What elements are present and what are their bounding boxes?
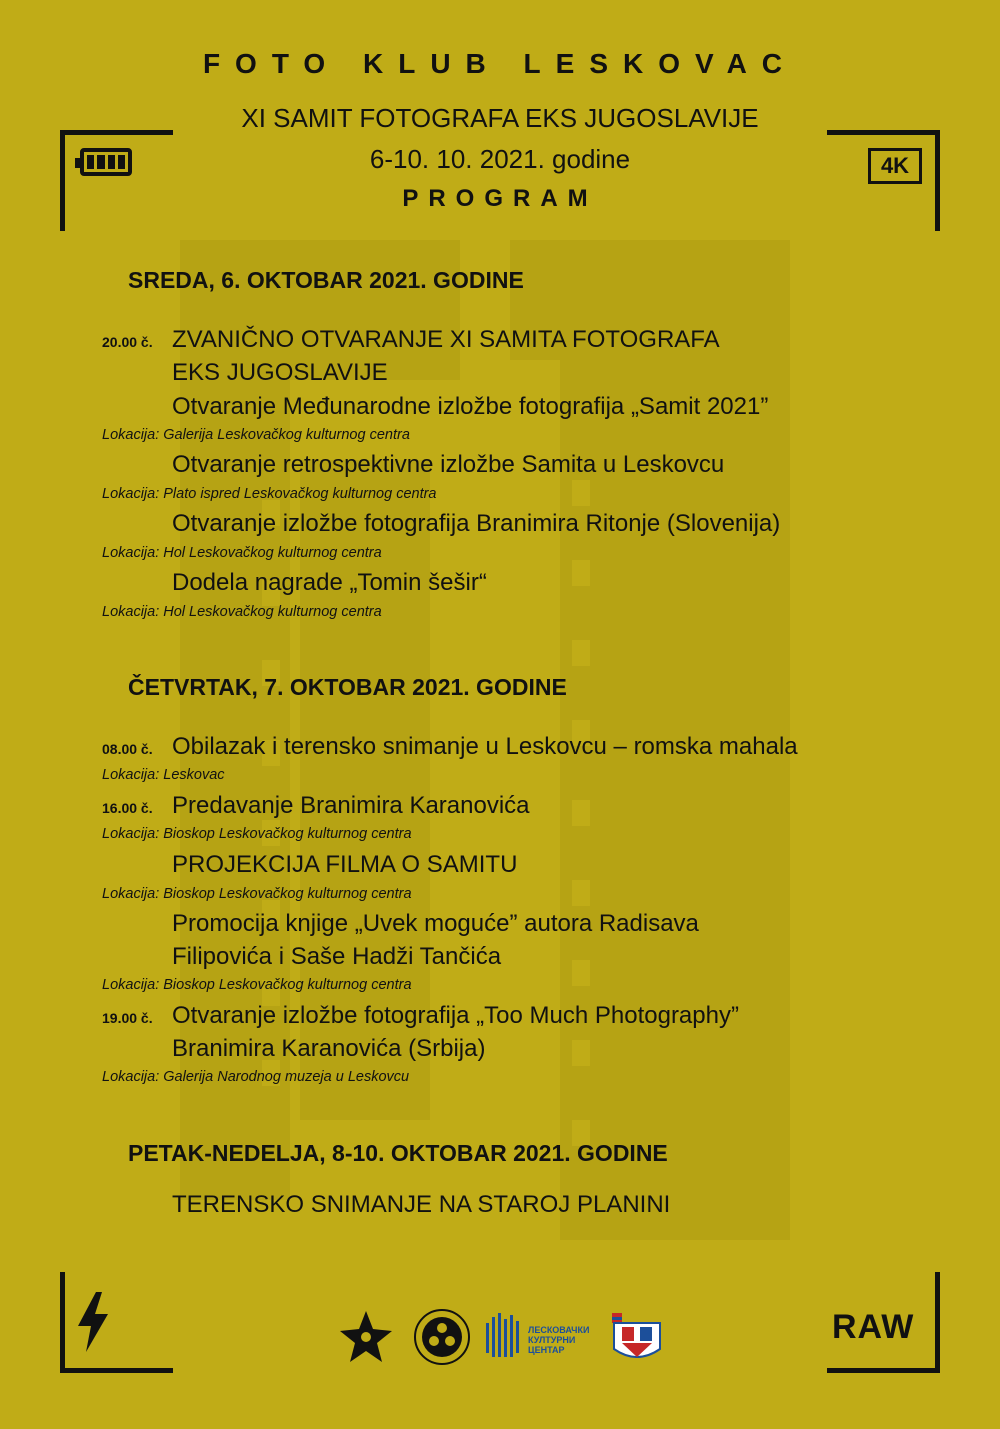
program-heading: PROGRAM (402, 185, 598, 212)
event-time: 20.00 č. (102, 334, 153, 350)
event-line: TERENSKO SNIMANJE NA STAROJ PLANINI (172, 1191, 671, 1218)
event-line: Otvaranje retrospektivne izložbe Samita u Leskovcu (172, 451, 725, 478)
summit-dates: 6-10. 10. 2021. godine (369, 144, 631, 174)
lkc-name-line: КУЛТУРНИ (528, 1335, 576, 1345)
event-location: Lokacija: Hol Leskovačkog kulturnog centra (102, 545, 382, 561)
event-line: Otvaranje Međunarodne izložbe fotografija „Samit 2021” (172, 393, 769, 420)
flash-icon (76, 1292, 110, 1352)
event-time: 16.00 č. (102, 800, 153, 816)
event-location: Lokacija: Hol Leskovačkog kulturnog centra (102, 604, 382, 620)
event-line: ZVANIČNO OTVARANJE XI SAMITA FOTOGRAFA (172, 326, 720, 353)
event-line: Predavanje Branimira Karanovića (172, 792, 530, 819)
event-line: EKS JUGOSLAVIJE (172, 359, 388, 386)
star-logo-icon (340, 1311, 392, 1362)
event-line: Promocija knjige „Uvek moguće” autora Radisava (172, 910, 699, 937)
lkc-name-line: ЛЕСКОВАЧКИ (528, 1325, 590, 1335)
day-heading: PETAK-NEDELJA, 8-10. OKTOBAR 2021. GODINE (128, 1140, 668, 1166)
day-heading: ČETVRTAK, 7. OKTOBAR 2021. GODINE (128, 674, 567, 700)
sponsor-logos (336, 1305, 666, 1365)
event-location: Lokacija: Bioskop Leskovačkog kulturnog centra (102, 886, 412, 902)
summit-title: XI SAMIT FOTOGRAFA EKS JUGOSLAVIJE (241, 103, 759, 133)
event-location: Lokacija: Leskovac (102, 767, 225, 783)
lkc-logo-icon (486, 1313, 519, 1357)
event-line: Obilazak i terensko snimanje u Leskovcu – romska mahala (172, 733, 798, 760)
leskovac-crest-icon (612, 1313, 660, 1357)
resolution-badge: 4K (868, 148, 922, 184)
event-line: Filipovića i Saše Hadži Tančića (172, 943, 502, 970)
event-line: Dodela nagrade „Tomin šešir“ (172, 569, 487, 596)
event-location: Lokacija: Bioskop Leskovačkog kulturnog centra (102, 977, 412, 993)
event-line: Otvaranje izložbe fotografija Branimira Ritonje (Slovenija) (172, 510, 781, 537)
event-line: Otvaranje izložbe fotografija „Too Much Photography” (172, 1002, 739, 1029)
event-location: Lokacija: Galerija Leskovačkog kulturnog centra (102, 427, 410, 443)
format-badge: RAW (832, 1308, 915, 1346)
foto-klub-seal-icon (415, 1310, 469, 1364)
event-location: Lokacija: Bioskop Leskovačkog kulturnog centra (102, 826, 412, 842)
event-line: PROJEKCIJA FILMA O SAMITU (172, 851, 518, 878)
event-time: 19.00 č. (102, 1010, 153, 1026)
club-name: FOTO KLUB LESKOVAC (202, 48, 798, 79)
lkc-name (528, 1325, 589, 1355)
lkc-name-line: ЦЕНТАР (528, 1345, 565, 1355)
event-time: 08.00 č. (102, 741, 153, 757)
event-location: Lokacija: Plato ispred Leskovačkog kulturnog centra (102, 486, 437, 502)
day-heading: SREDA, 6. OKTOBAR 2021. GODINE (128, 267, 524, 293)
event-location: Lokacija: Galerija Narodnog muzeja u Leskovcu (102, 1069, 410, 1085)
event-line: Branimira Karanovića (Srbija) (172, 1035, 486, 1062)
